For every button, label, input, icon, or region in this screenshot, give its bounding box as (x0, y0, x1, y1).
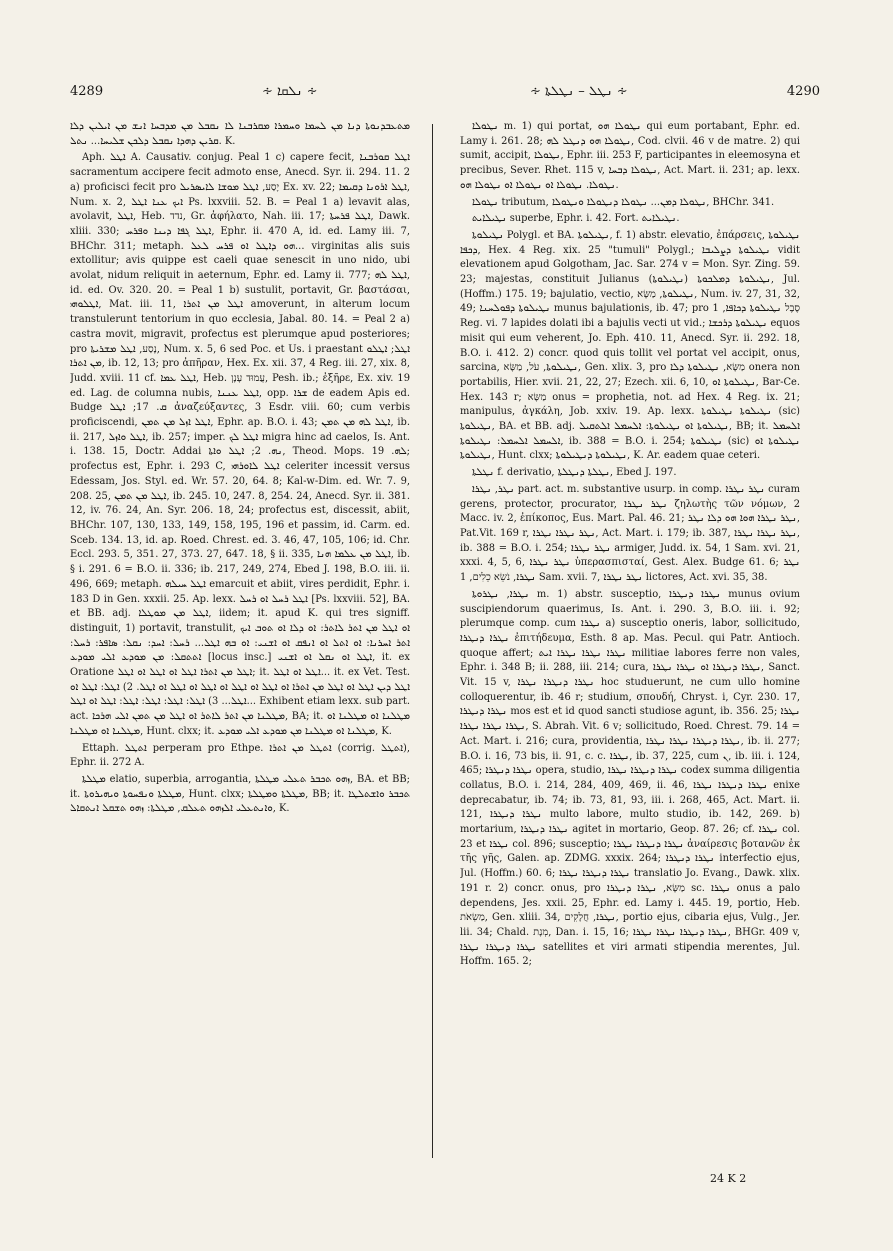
left-column (70, 120, 410, 1160)
running-head-right: ∻ ܢܛܠ – ܢܛܠܬܐ ∻ (530, 84, 628, 99)
entry-paragraph: ܢܛܪܐ, ܢܛܪܘܬܐ m. 1) abstr. susceptio, ܢܛܪܐ ܕܢܛܪܐ munus ovium suscipiendorum quaerimus, Is. Ant. i. 290. 3, B.O. iii. i. 92; plerumque comp. cum ܢܛܪܐ a) susceptio oneris, labor, sollicitudo, ܢܛܪܐ ܕܢܛܪܐ ἐπιτήδευμα, Esth. 8 ap. Mas. Pecul. qui Patr. Antioch. quoque affert; ܢܛܪܐ ܢܛܪܐ ܢܛܪܐ ܐܝܬ militiae labores ferre non vales, Ephr. i. 348 B; ii. 288, iii. 214; cura, ܢܛܪܐ ܕܢܛܪܐ ܐܘ ܢܛܪܐ ܢܛܪܐ, Sanct. Vit. 15 v, ܢܛܪܐ ܕܢܛܪܐ ܢܛܪܐ hoc studuerunt, ne cum ullo homine colloquerentur, ib. 46 r; studium, σπουδή, Chryst. i, Cyr. 230. 17, ܢܛܪܐ ܕܢܛܪܐ mos est et id quod sancti studiose agunt, ib. 356. 25; ܢܛܪܐ ܢܛܪܐ ܢܛܪܐ ܢܛܪܐ, S. Abrah. Vit. 6 v; sollicitudo, Roed. Chrest. 79. 14 = Act. Mart. i. 216; cura, providentia, ܢܛܪܐ ܕܢܛܪܐ ܢܛܪܐ ܢܛܪܐ, ib. ii. 277; B.O. i. 16, 73 bis, ii. 91, c. c. ܢܛܪܐ, ib. 37, 225, cum ܢ, ib. iii. i. 124, 465; ܢܛܪܐ ܕܢܛܪܐ opera, studio, ܢܛܪܐ ܕܢܛܪܐ ܢܛܪܐ codex summa diligentia collatus, B.O. i. 214, 284, 409, 469, ii. 46, ܢܛܪܐ ܕܢܛܪܐ ܢܛܪܐ enixe deprecabatur, ib. 74; ib. 73, 81, 93, iii. i. 268, 465, Act. Mart. ii. 121, ܢܛܪܐ ܕܢܛܪܐ multo labore, multo studio, ib. 142, 269. b) mortarium, ܢܛܪܐ ܕܢܛܪܐ agitet in mortario, Geop. 87. 26; cf. ܢܛܪܐ col. 23 et ܢܛܪܐ col. 896; susceptio; ܢܛܪܐ ܕܢܛܪܐ ܢܛܪܐ ἀναίρεσις βοτανῶν ἐκ τῆς γῆς, Galen. ap. ZDMG. xxxix. 264; ܢܛܪܐ ܕܢܛܪܐ interfectio ejus, Jul. (Hoffm.) 60. 6; ܢܛܪܐ ܕܢܛܪܐ ܢܛܪܐ translatio Jo. Evang., Dawk. xlix. 191 r. 2) concr. onus, pro מַשָּׂא, ܢܛܪܐ ܕܢܛܪܐ sc. ܢܛܪܐ onus a palo dependens, Jes. xxii. 25, Ephr. ed. Lamy i. 445. 19, portio, Heb. מַשְׂאֹת, Gen. xliii. 34, ܢܛܪܐ, חֲלָקִים, portio ejus, cibaria ejus, Vulg., Jer. lii. 34; Chald. מְנָת, Dan. i. 15, 16; ܢܛܪܐ ܕܢܛܪܐ ܢܛܪܐ ܢܛܪܐ, BHGr. 409 v, ܢܛܪܐ ܕܢܛܪܐ ܢܛܪܐ satellites et viri armati stipendia merentes, Jul. Hoffm. 165. 2; (460, 588, 800, 968)
entry-paragraph: Ettaph. ܐܬܛܠ perperam pro Ethpe. ܐܬܛܠ ܡܢ ܐܬܪܐ (corrig. ܐܬܛܠ), Ephr. ii. 272 A. (70, 742, 410, 769)
entry-paragraph: ܢܛܝܠܘܬܐ Polygl. et BA. ܢܛܝܠܘܬܐ, f. 1) abstr. elevatio, ἐπάρσεις, ܢܛܝܠܘܬܐ ܕܟܦܐ, Hex. 4 Reg. xix. 25 "tumuli" Polygl.; ܢܛܝܠܘܬܐ ܕܨܠܝܒܐ vidit elevationem apud Golgotham, Jac. Sar. 274 v = Mon. Syr. Zing. 59. 23; majestas, constituit Julianus (ܢܛܝܠܘܬܐ) ܢܛܝܠܘܬܐ ܕܡܠܟܘܬܐ, Jul. (Hoffm.) 175. 19; bajulatio, vectio, ܢܛܝܠܘܬܐ, מַשָּׂא, Num. iv. 27, 31, 32, 49; ܢܛܝܠܘܬܐ ܕܦܘܠܚܢܐ munus bajulationis, ib. 47; pro סֶבֶל ܢܛܝܠܘܬܐ ܕܟܐܦܐ, 1 Reg. vi. 7 lapides dolati ibi a bajulis vecti ut vid.; ܢܛܝܠܘܬܐ ܕܪܟܫܐ equos misit qui eum veherent, Jo. Eph. 410. 11, Anecd. Syr. ii. 292. 18, B.O. i. 412. 2) concr. quod quis tollit vel portat vel accipit, onus, sarcina, ܢܛܝܠܘܬܐ, עֹל, מַשָּׂא, Gen. xlix. 3, pro מַשָּׂא, ܢܛܝܠܘܬܐ ܕܠܐ onera non portabilis, Hier. xvii. 21, 22, 27; Ezech. xii. 6, 10, ܢܛܝܠܘܬܐ ܐܘ, Bar-Ce. Hex. 143 r; מַשָּׂא onus = prophetia, not. ad Hex. 4 Reg. ix. 21; manipulus, ἀγκάλη, Job. xxiv. 19. Ap. lexx. ܢܛܝܠܘܬܐ ܢܛܝܠܘܬܐ (sic) ܢܛܝܠܘܬܐ, BA. et BB. adj. ܢܛܝܠܘܬܐ ܐܘ ܢܛܝܠܘܬܐ: ܐܠܚܡܠ ܐܠܬܩܝܠ, BB; it. ܐܠܚܡܠ ܐܠܚܡܠ ܐܠܚܡܠ: ܢܛܝܠܘܬܐ, ib. 388 = B.O. i. 254; ܢܛܝܠܘܬܐ (sic) ܢܛܝܠܘܬܐ ܐܘ ܢܛܝܠܘܬܐ, Hunt. clxx; ܢܛܝܠܘܬܐ ܕܢܛܝܠܘܬܐ, K. Ar. eadem quae ceteri. (460, 229, 800, 462)
page-number-right: 4290 (786, 84, 820, 99)
page-number-left: 4289 (70, 84, 104, 99)
running-head-left: ∻ ܢܠܩܐ ∻ (262, 84, 318, 99)
entry-paragraph: ܡܬܥܒܕܢܘܬܐ ܕܢܐ ܡܢ ܠܚܡܐ ܘܚܡܪܐ ܡܩܪܒܢܐ ܠܐ ܢܩܒܠ ܡܢ ܡܕܒܚܐ ܐܢܫ ܡܢ ܐܝܠܝܢ ܕܠܐ ܩܪܝܢ ܕܗܕܐ ܢܩܒܠ ܕܠܟܢ ܫܠܝܚܐ... ܢܬܠ. K. (70, 121, 410, 147)
column-divider (432, 124, 433, 1158)
right-column (460, 120, 800, 1160)
entry-paragraph: ܢܛܘܠܐ tributum, ܢܛܘܠܐ ܕܡܢ... ܢܛܘܠܐ ܕܢܛܘܠܐ ܘܢܛܘܠܐ, BHChr. 341. (472, 196, 775, 208)
entry-paragraph: ܢܛܠܬܐ f. derivatio, ܢܛܠܬܐ ܕܢܛܠܬܐ, Ebed J. 197. (472, 467, 677, 479)
entry-paragraph: Aph. ܐܛܠ A. Causativ. conjug. Peal 1 c) capere fecit, ܐܛܠ ܩܘܪܒܢܐ sacramentum accipere fecit admoto ense, Anecd. Syr. ii. 294. 11. 2 a) proficisci fecit pro יָסַע, ܐܛܠ ܡܘܫܐ ܠܐܝܣܪܝܠ Ex. xv. 22; ܐܛܠ ܐܪܘܢܐ ܕܩܝܡܐ, Num. x. 2, ܐܝܟ ܥܢܐ ܐܛܠ Ps. lxxviii. 52. B. = Peal 1 a) levavit alas, avolavit, ܐܛܠ, Heb. נדד, Gr. ἀφήλατο, Nah. iii. 17; ܐܛܠ ܦܪܚܬܐ, Dawk. xliii. 330; ܐܛܠ ܓܦܐ ܕܝܢܐ ܘܦܪܚ, Ephr. ii. 470 A, id. ed. Lamy iii. 7, BHChr. 311; metaph. ܗܘ ܕܐܛܠ ܐܘ ܦܪܚ ܠܥܠ... virginitas alis suis extollitur; avis quippe est caeli quae senescit in uno nido, ubi avolat, nidum reliquit in aeternum, Ephr. ed. Lamy ii. 777; ܐܛܠ ܠܗ, id. ed. Ov. 320. 20. = Peal 1 b) sustulit, portavit, Gr. βαστάσαι, ܐܛܠܘܗܝ, Mat. iii. 11, ܐܛܠ ܡܢ ܐܬܪܐ amoverunt, in alterum locum transtulerunt tentorium in quo ecclesia, Jabal. 80. 14. = Peal 2 a) castra movit, migravit, profectus est plerumque apud posteriores; pro נָסַע, ܐܛܠ ܡܫܪܝܬܐ, Num. x. 5, 6 sed Poc. et Us. i praestant ܐܛܠ; ܐܛܠܘ ܡܢ ܐܬܪܐ, ib. 12, 13; pro ἀπῆραν, Hex. Ex. xii. 37, 4 Reg. iii. 27, xix. 8, Judd. xviii. 11 cf. ܐܛܠ ܥܡܐ, Heb. עֲמוּד עָנָן, Pesh. ib.; ἐξῆρε, Ex. xiv. 19 ed. Lag. de columna nubis, ܐܛܠ ܥܢܢܐ, opp. ܫܪܐ de eadem Apis ed. Budge ܩ. 17; ܐܛܠ ἀναζεύξαντες, 3 Esdr. viii. 60; cum verbis proficiscendi, ܐܛܠ ܐܙܠ ܡܢ ܬܡܢ, Ephr. ap. B.O. i. 43; ܐܛܠ ܠܗ ܡܢ ܬܡܢ, ib. ii. 217, ܐܛܠ ܘܐܙܠ, ib. 257; imper. ܐܛܠ ܠܟ migra hinc ad caelos, Is. Ant. i. 138. 15, Doctr. Addai ܢܗ. 2; ܐܛܠ ܘܐܬܐ, Theod. Mops. ܠܗ. 19; profectus est, Ephr. i. 293 C, ܐܛܠ ܠܐܘܪܗܝ celeriter incessit versus Edessam, Jos. Styl. ed. Wr. 57. 20, 64. 8; Kal-w-Dim. ed. Wr. 7. 9, 208. 25, ܐܛܠ ܡܢ ܬܡܢ, ib. 245. 10, 247. 8, 254. 24, Anecd. Syr. ii. 381. 12, iv. 76. 24, An. Syr. 206. 18, 24; profectus est, discessit, abiit, BHChr. 107, 130, 133, 149, 158, 195, 196 et passim, id. Carm. ed. Sceb. 134. 13, id. ap. Roed. Chrest. ed. 3. 46, 47, 105, 106; id. Chr. Eccl. 293. 5, 351. 27, 373. 27, 647. 18, § ii. 335, ܐܛܠ ܡܢ ܥܠܡܐ ܗܢܐ, ib. § i. 291. 6 = B.O. ii. 336; ib. 217, 249, 274, Ebed J. 198, B.O. iii. ii. 496, 669; metaph. ܐܛܠ ܚܝܠܗ emarcuit et abiit, vires perdidit, Ephr. i. 183 D in Gen. xxxii. 25. Ap. lexx. ܐܛܠ ܪܚܠ ܐܘ ܪܚܠ [Ps. lxxviii. 52], BA. et BB. adj. ܐܛܠ ܡܢ ܡܘܛܠܐ, iidem; it. apud K. qui tres signiff. distinguit, 1) portavit, transtulit, ܐܘ ܐܛܠ ܡܢ ܐܬܪ ܠܐܬܪ: ܐܘ ܕܠܐ ܐܘ ܬܘܒ ܐܝܟ ܐܬܪ ܐܚܪܢܐ: ܐܘ ܐܬܠ ܐܘ ܐܢܦܩ ܐܘ ܐܫܢܝ: ܐܘ ܒܗ ܐܛܠ... ܪܚܠ: ܐܚܕ: ܢܩܠ: ܣܐܦܪ: ܪܚܠ: ܐܬܬܩܠ: ܡܢ ܡܘܕܥ ܐܠܝ ܡܘܕܥ [locus insc.] ܐܛܠ ܐܘ ܢܩܠ ܐܘ ܐܫܢܝ, it. ex Oratione ܐܛܠ ܡܢ ܐܬܪܐ ܐܛܠ ܐܘ ܐܛܠ ܐܘ ܐܛܠ; it. ܐܛܠ ܐܘ ܐܛܠ... it. ex Vet. Test. ܐܛܠ ܕܝܢ ܐܛܠ ܐܘ ܐܛܠ ܡܢ ܐܬܪܐ ܐܘ ܐܛܠ ܐܘ ܐܛܠ ܐܘ ܐܛܠ ܐܘ ܐܛܠ ܐܘ ܐܛܠ. 2) ܐܛܠ: ܐܛܠ ܐܘ ܐܛܠ... 3) ܐܛܠ: ܐܛܠ: ܐܛܠ: ܐܛܠ: ܐܛܠ ܐܘ ܐܛܠ... Exhibent etiam lexx. sub part. act. ܡܛܠܢܐ ܡܢ ܐܬܪ ܠܐܬܪ ܐܘ ܐܛܠ ܡܢ ܬܡܢ ܐܠܝ ܗܪܟܐ, BA; it. ܡܛܠܢܐ ܐܘ ܡܛܠܢܐ ܐܘ ܡܛܠܢܐ ܐܘ ܡܛܠܢܐ, Hunt. clxx; it. ܡܛܠܢܐ ܐܘ ܡܛܠܢܐ ܡܢ ܡܘܕܥ ܐܠܝ ܡܘܕܥ, K. (70, 152, 410, 737)
signature-mark: 24 K 2 (710, 1172, 747, 1185)
entry-paragraph: ܢܛܪ, ܢܛܪܐ part. act. m. substantive usurp. in comp. ܢܛܪ ܢܛܪܐ curam gerens, protector, procurator, ܢܛܪ ܢܛܪܐ ζηλωτὴς τῶν νόμων, 2 Macc. iv. 2, ἐπίκοπος, Eus. Mart. Pal. 46. 21; ܢܛܪ ܢܛܪܐ ܗܘܐ ܗܘ ܕܠܐ ܢܛܪ, Pat.Vit. 169 r, ܢܛܪ ܢܛܪܐ ܢܛܪܐ, Act. Mart. i. 179; ib. 387, ܢܛܪ ܢܛܪܐ ܢܛܪܐ, ib. 388 = B.O. i. 254; ܢܛܪ ܢܛܪܐ armiger, Judd. ix. 54, 1 Sam. xvi. 21, xxxi. 4, 5, 6, ܢܛܪ ܢܛܪܐ ὑπερασπισταί, Gest. Alex. Budge 61. 6; ܢܛܪ ܢܛܪܐ, נֹשֵׂא כֵלִים, 1 Sam. xvii. 7, ܢܛܪ ܢܛܪܐ lictores, Act. xvi. 35, 38. (460, 483, 800, 584)
entry-paragraph: ܢܛܘܠܐ m. 1) qui portat, ܢܛܘܠܐ ܗܘ qui eum portabant, Ephr. ed. Lamy i. 261. 28; ܢܛܘܠܐ ܗܘ ܕܢܛܠ ܠܗ, Cod. clvii. 46 v de matre. 2) qui sumit, accipit, ܢܛܘܠܐ, Ephr. iii. 253 F, participantes in eleemosyna et precibus, Sever. Rhet. 115 v, ܢܛܘܠܐ ܕܒܚܐ, Act. Mart. ii. 231; ap. lexx. ܢܛܘܠܐ. ܢܛܘܠܐ ܐܘ ܢܛܘܠܐ ܐܘ ܢܛܘܠܐ ܗܘ. (460, 121, 800, 191)
page-header (70, 84, 820, 106)
entry-paragraph: ܢܛܝܠܐܝܬ superbe, Ephr. i. 42. Fort. ܢܛܝܠܐܝܬ. (472, 213, 680, 225)
entry-paragraph: ܡܛܠܬܐ elatio, superbia, arrogantia, ܙܗܘ ܬܟܒܪ ܬܥܠܝ ܡܛܠܬܐ, BA. et BB; it. ܡܛܠܬܐ ܘܢܦܚܘܬܐ ܘܝܗܝܪܘܬܐ, Hunt. clxx; ܡܛܠܬܐ ܘܡܛܠܬܐ, BB; it. ܬܟܒܪ ܘܐܫܬܠܛܐ ܘܐܢܬܥܠܝ ܐܠܙܗܘ ܬܥܠܩ, ܡܛܠܬܐ: ܙܗܘ ܬܫܩܠ ܐܢܬܩܐܠ, K. (70, 773, 410, 815)
